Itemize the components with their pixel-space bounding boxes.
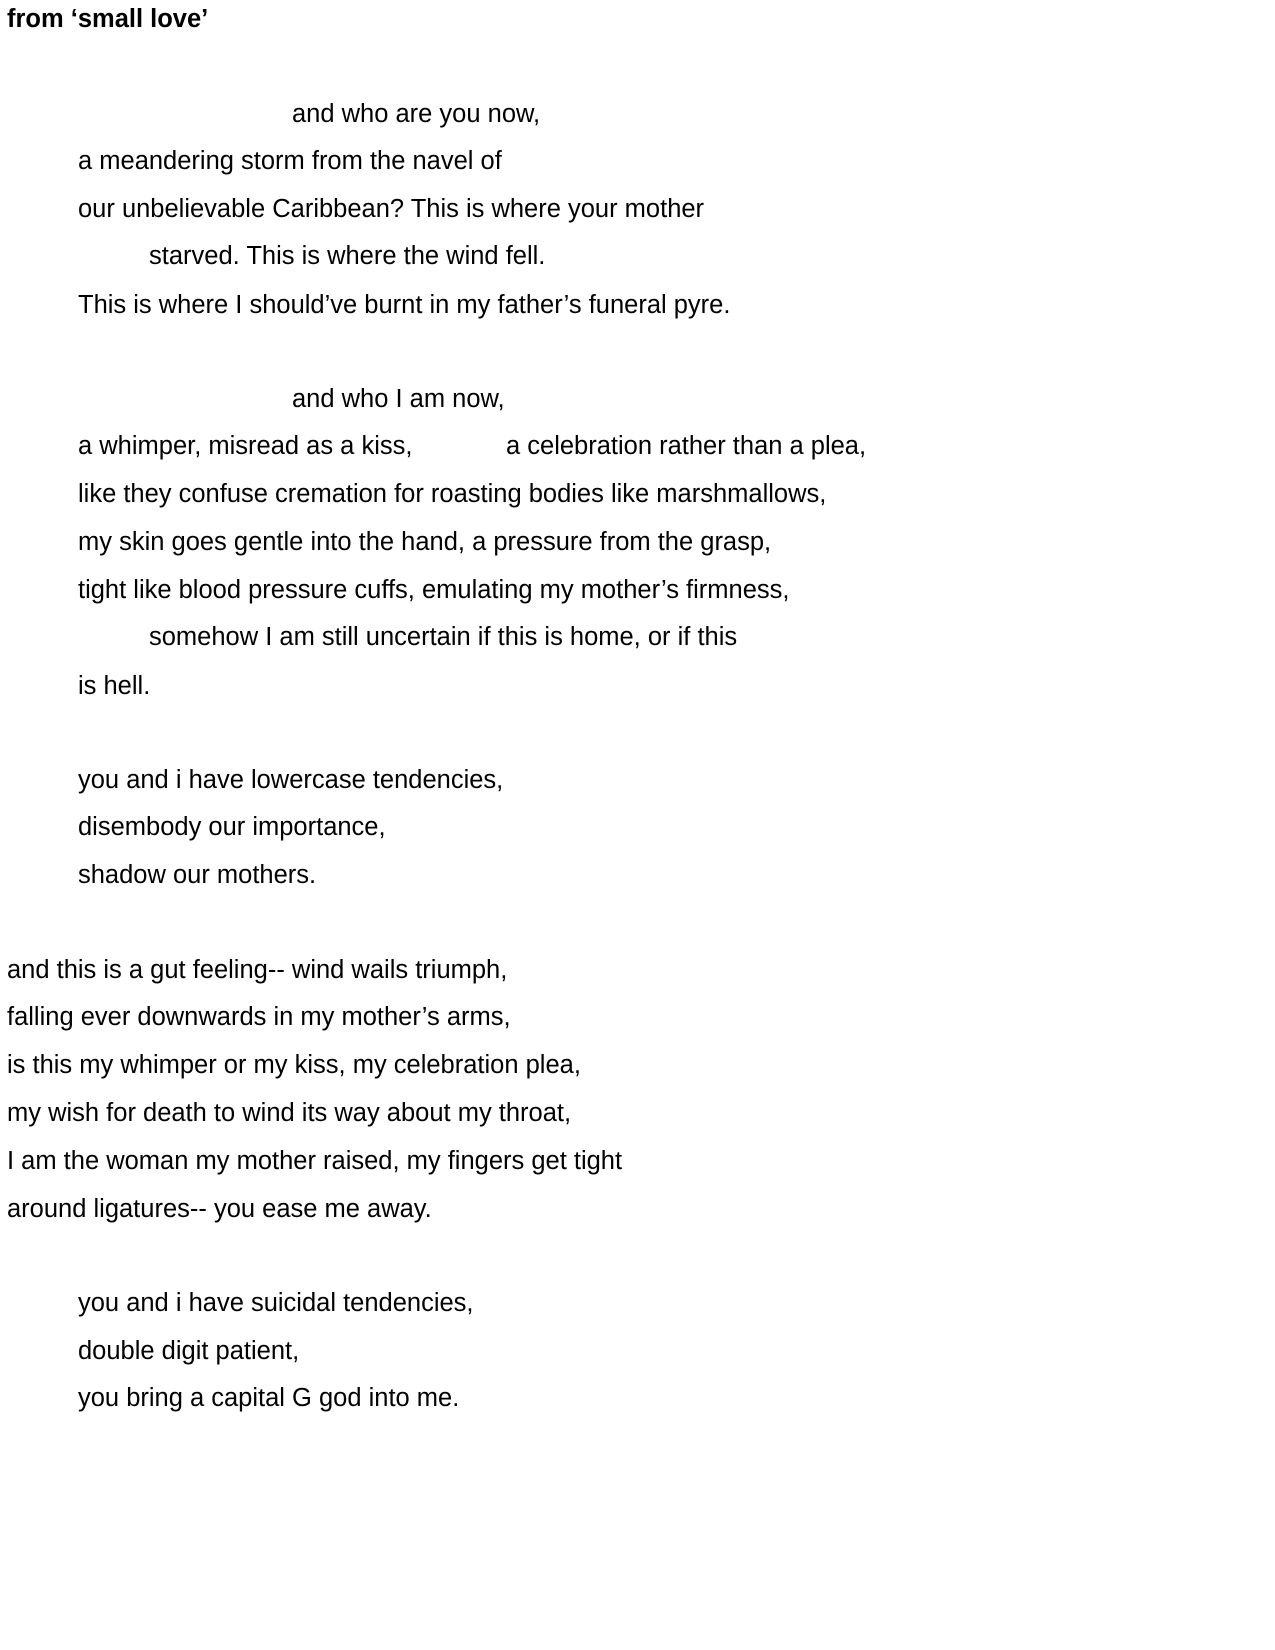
poem-line: falling ever downwards in my mother’s arms, <box>7 1003 511 1031</box>
poem-line: around ligatures-- you ease me away. <box>7 1195 432 1223</box>
poem-title: from ‘small love’ <box>7 5 209 33</box>
poem-line: is this my whimper or my kiss, my celebration plea, <box>7 1051 581 1079</box>
poem-line: shadow our mothers. <box>78 861 317 889</box>
poem-line: like they confuse cremation for roasting bodies like marshmallows, <box>78 480 827 508</box>
poem-line: and who I am now, <box>292 385 505 413</box>
poem-line: disembody our importance, <box>78 813 386 841</box>
poem-line: a whimper, misread as a kiss, <box>78 432 413 460</box>
poem-line: tight like blood pressure cuffs, emulating my mother’s firmness, <box>78 576 790 604</box>
poem-line: This is where I should’ve burnt in my father’s funeral pyre. <box>78 291 731 319</box>
poem-line: is hell. <box>78 672 151 700</box>
poem-line: you and i have suicidal tendencies, <box>78 1289 474 1317</box>
poem-line: our unbelievable Caribbean? This is where your mother <box>78 195 705 223</box>
poem-line: my skin goes gentle into the hand, a pressure from the grasp, <box>78 528 772 556</box>
poem-line: starved. This is where the wind fell. <box>149 242 546 270</box>
poem-line: you bring a capital G god into me. <box>78 1384 460 1412</box>
poem-line: and this is a gut feeling-- wind wails triumph, <box>7 956 508 984</box>
poem-line: you and i have lowercase tendencies, <box>78 766 504 794</box>
poem-line: I am the woman my mother raised, my fingers get tight <box>7 1147 623 1175</box>
poem-line: a celebration rather than a plea, <box>506 432 867 460</box>
poem-line: and who are you now, <box>292 100 541 128</box>
poem-line: my wish for death to wind its way about my throat, <box>7 1099 572 1127</box>
poem-line: double digit patient, <box>78 1337 300 1365</box>
poem-line: somehow I am still uncertain if this is home, or if this <box>149 623 738 651</box>
poem-line: a meandering storm from the navel of <box>78 147 502 175</box>
